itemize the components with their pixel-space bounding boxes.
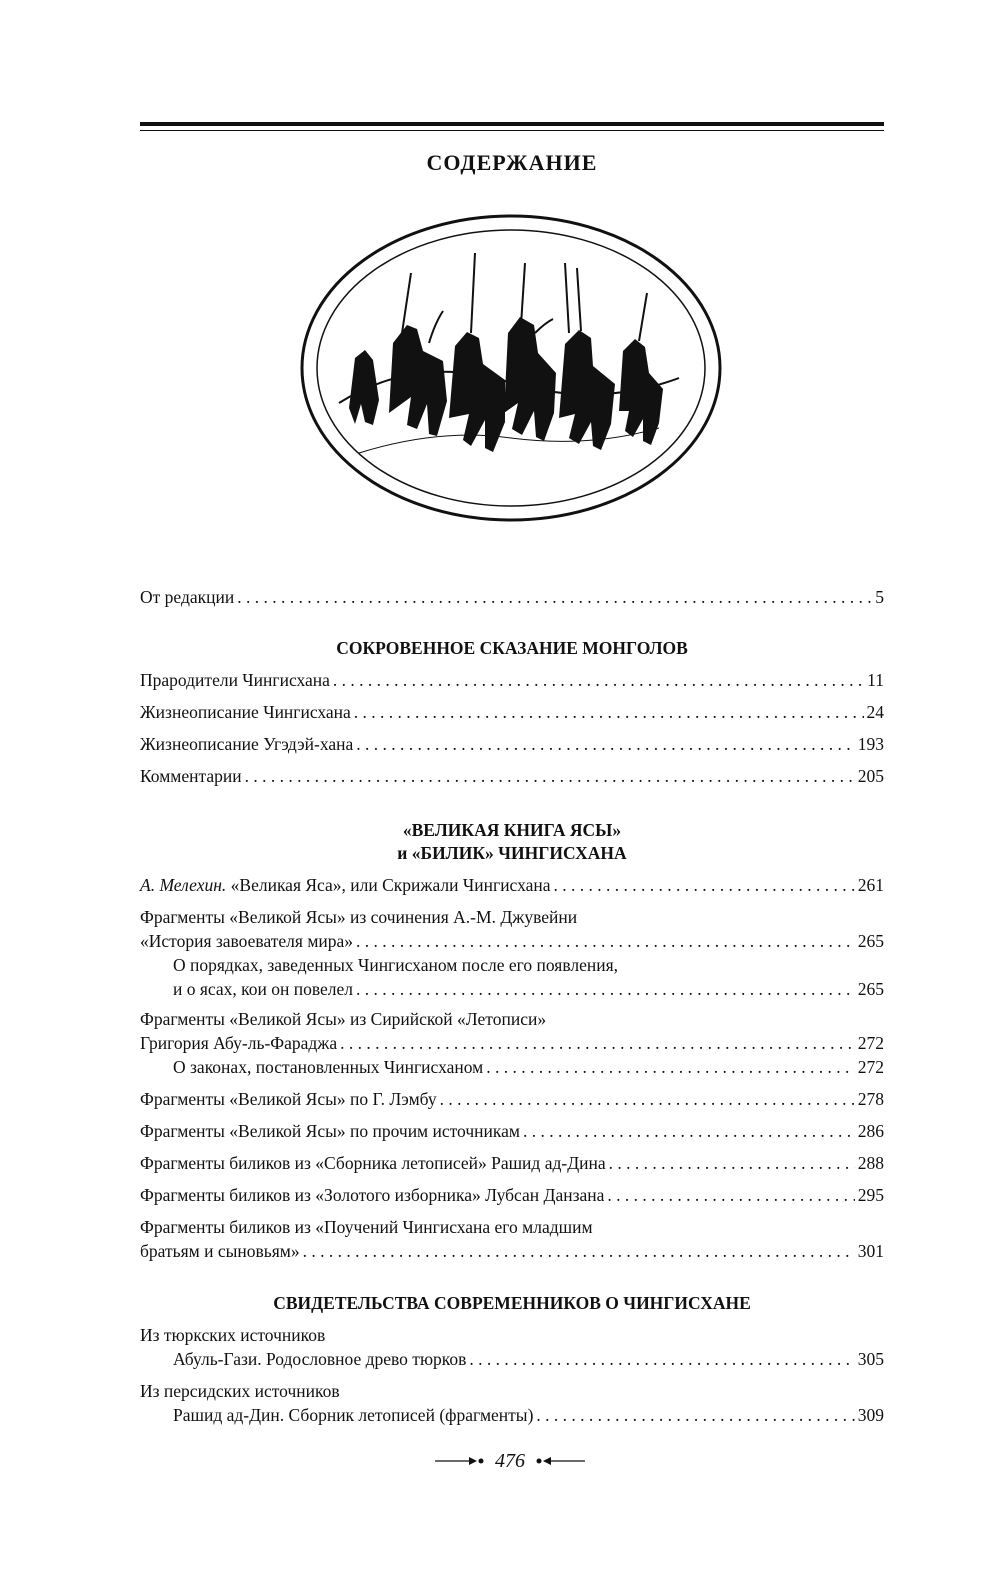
toc-entry-label: и о ясах, кои он повелел bbox=[173, 979, 354, 999]
ornament-left-icon bbox=[435, 1455, 485, 1467]
leader-dots bbox=[245, 764, 855, 788]
toc-entry-label: Фрагменты «Великой Ясы» по прочим источникам bbox=[140, 1121, 520, 1141]
toc-entry-label: Григория Абу-ль-Фараджа bbox=[140, 1033, 338, 1053]
leader-dots bbox=[340, 1031, 855, 1055]
toc-entry-label: Фрагменты «Великой Ясы» по Г. Лэмбу bbox=[140, 1089, 437, 1109]
toc-entry-label: А. Мелехин. «Великая Яса», или Скрижали Чингисхана bbox=[140, 875, 551, 895]
toc-entry-intro[interactable] bbox=[140, 585, 884, 609]
leader-dots bbox=[440, 1087, 855, 1111]
toc-entry[interactable] bbox=[173, 977, 884, 1001]
toc-entry-page: 11 bbox=[867, 670, 884, 690]
toc-entry-page: 278 bbox=[857, 1089, 884, 1109]
toc-entry-line: Фрагменты «Великой Ясы» из Сирийской «Летописи» bbox=[140, 1009, 547, 1029]
toc-entry-label: Прародители Чингисхана bbox=[140, 670, 330, 690]
toc-entry-label: Рашид ад-Дин. Сборник летописей (фрагменты) bbox=[173, 1405, 534, 1425]
section-heading: СОКРОВЕННОЕ СКАЗАНИЕ МОНГОЛОВ bbox=[336, 638, 688, 658]
toc-entry[interactable] bbox=[140, 1087, 884, 1111]
toc-entry[interactable] bbox=[173, 1055, 884, 1079]
leader-dots bbox=[469, 1347, 854, 1371]
toc-entry-page: 265 bbox=[857, 931, 884, 951]
leader-dots bbox=[356, 977, 855, 1001]
leader-dots bbox=[609, 1151, 855, 1175]
leader-dots bbox=[607, 1183, 854, 1207]
leader-dots bbox=[303, 1239, 855, 1263]
toc-entry-page: 24 bbox=[866, 702, 884, 722]
leader-dots bbox=[354, 700, 864, 724]
toc-entry-label: О законах, постановленных Чингисханом bbox=[173, 1057, 484, 1077]
toc-entry[interactable] bbox=[173, 1347, 884, 1371]
leader-dots bbox=[486, 1055, 855, 1079]
toc-entry[interactable] bbox=[173, 1403, 884, 1427]
toc-entry-label: Абуль-Гази. Родословное древо тюрков bbox=[173, 1349, 467, 1369]
toc-entry[interactable] bbox=[140, 1119, 884, 1143]
horsemen-icon bbox=[299, 213, 723, 523]
toc-entry-page: 205 bbox=[857, 766, 884, 786]
section-heading: «ВЕЛИКАЯ КНИГА ЯСЫ» bbox=[402, 820, 622, 840]
toc-entry[interactable] bbox=[140, 1183, 884, 1207]
toc-entry-page: 193 bbox=[857, 734, 884, 754]
toc-entry-page: 261 bbox=[857, 875, 884, 895]
toc-entry-page: 286 bbox=[857, 1121, 884, 1141]
toc-entry-page: 309 bbox=[857, 1405, 884, 1425]
toc-entry-author: А. Мелехин. bbox=[140, 875, 227, 895]
toc-entry-label: Фрагменты биликов из «Сборника летописей» Рашид ад-Дина bbox=[140, 1153, 606, 1173]
toc-entry[interactable] bbox=[140, 764, 884, 788]
toc-entry-page: 305 bbox=[857, 1349, 884, 1369]
toc-entry-page: 272 bbox=[857, 1033, 884, 1053]
leader-dots bbox=[237, 585, 872, 609]
toc-entry-label: Комментарии bbox=[140, 766, 242, 786]
toc-entry-label: братьям и сыновьям» bbox=[140, 1241, 300, 1261]
toc-entry-page: 5 bbox=[875, 587, 884, 607]
toc-group-label: Из тюркских источников bbox=[140, 1325, 326, 1345]
leader-dots bbox=[536, 1403, 854, 1427]
toc-entry[interactable] bbox=[140, 1239, 884, 1263]
toc-entry-label: От редакции bbox=[140, 587, 235, 607]
leader-dots bbox=[554, 873, 855, 897]
toc-entry-page: 301 bbox=[857, 1241, 884, 1261]
leader-dots bbox=[356, 732, 854, 756]
page-number: 476 bbox=[495, 1449, 525, 1472]
toc-entry-label: Жизнеописание Чингисхана bbox=[140, 702, 351, 722]
leader-dots bbox=[356, 929, 855, 953]
toc-entry[interactable] bbox=[140, 1151, 884, 1175]
toc-entry[interactable] bbox=[140, 1031, 884, 1055]
top-rule-thin bbox=[140, 130, 884, 131]
toc-entry[interactable] bbox=[140, 873, 884, 897]
toc-entry-page: 288 bbox=[857, 1153, 884, 1173]
toc-entry-page: 265 bbox=[857, 979, 884, 999]
toc-entry-label: Жизнеописание Угэдэй-хана bbox=[140, 734, 354, 754]
toc-entry-page: 272 bbox=[857, 1057, 884, 1077]
toc-entry[interactable] bbox=[140, 700, 884, 724]
toc-entry-page: 295 bbox=[857, 1185, 884, 1205]
page-title: СОДЕРЖАНИЕ bbox=[426, 150, 598, 175]
leader-dots bbox=[333, 668, 864, 692]
page-footer bbox=[420, 1446, 600, 1476]
ornament-right-icon bbox=[535, 1455, 585, 1467]
top-rule-thick bbox=[140, 122, 884, 126]
toc-entry-label: Фрагменты биликов из «Золотого изборника» Лубсан Данзана bbox=[140, 1185, 605, 1205]
section-heading: СВИДЕТЕЛЬСТВА СОВРЕМЕННИКОВ О ЧИНГИСХАНЕ bbox=[273, 1293, 751, 1313]
section-heading: и «БИЛИК» ЧИНГИСХАНА bbox=[397, 843, 627, 863]
toc-entry[interactable] bbox=[140, 732, 884, 756]
toc-entry-label: «История завоевателя мира» bbox=[140, 931, 354, 951]
toc-entry-line: О порядках, заведенных Чингисханом после его появления, bbox=[173, 955, 619, 975]
leader-dots bbox=[523, 1119, 855, 1143]
toc-group-label: Из персидских источников bbox=[140, 1381, 340, 1401]
toc-entry[interactable] bbox=[140, 668, 884, 692]
toc-entry-line: Фрагменты биликов из «Поучений Чингисхана его младшим bbox=[140, 1217, 593, 1237]
toc-entry[interactable] bbox=[140, 929, 884, 953]
toc-entry-line: Фрагменты «Великой Ясы» из сочинения А.-М. Джувейни bbox=[140, 907, 578, 927]
